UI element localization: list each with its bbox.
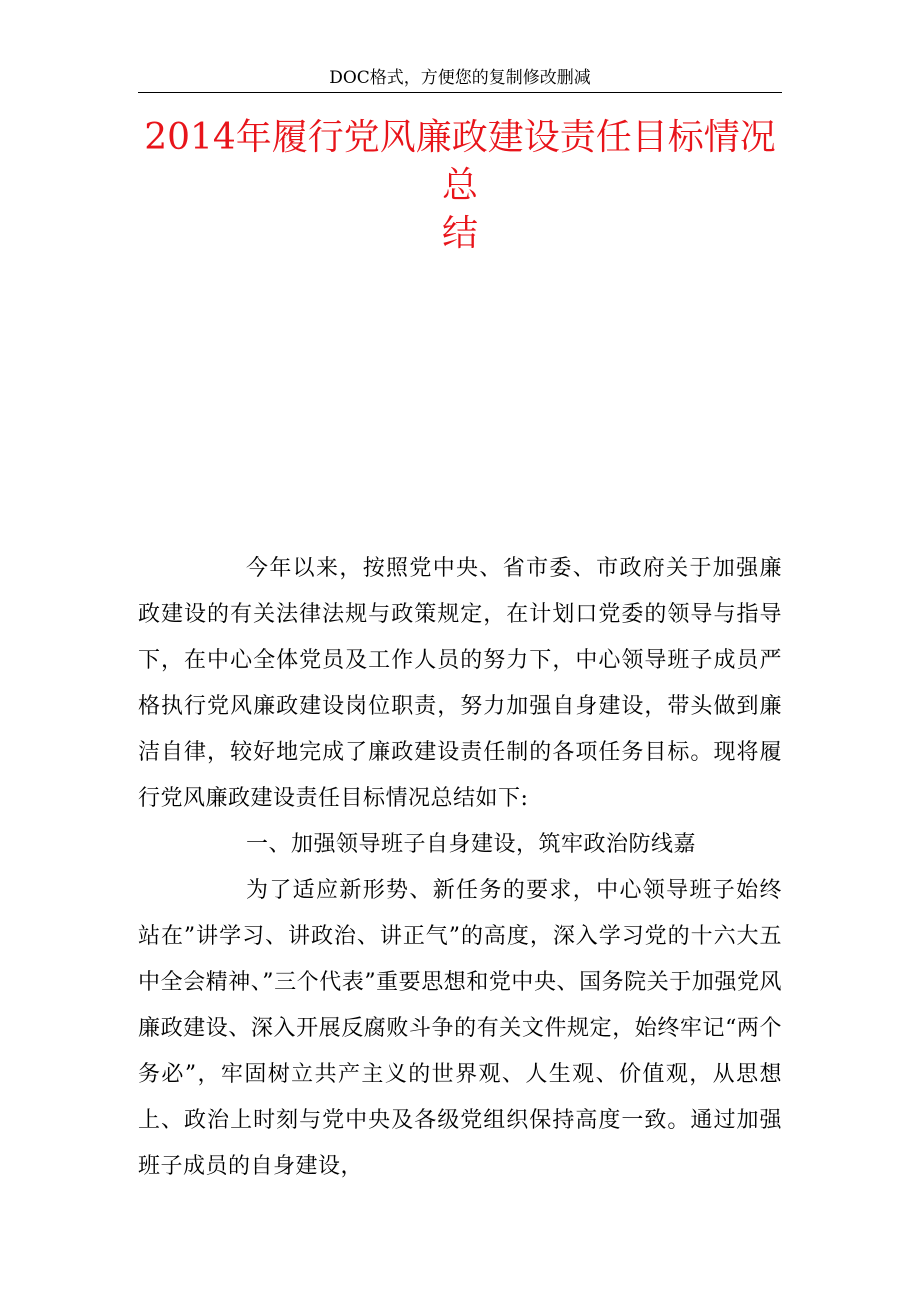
header-divider: [138, 92, 782, 93]
section-heading: 一、加强领导班子自身建设，筑牢政治防线嘉: [246, 832, 697, 857]
title-line-1: 2014年履行党风廉政建设责任目标情况总: [144, 117, 776, 206]
document-header: DOC格式，方便您的复制修改删减: [329, 68, 591, 88]
document-title: [138, 114, 782, 258]
document-body: [138, 546, 782, 1190]
intro-paragraph: 今年以来，按照党中央、省市委、市政府关于加强廉政建设的有关法律法规与政策规定，在计划口党委的领导与指导下，在中心全体党员及工作人员的努力下，中心领导班子成员严格执行党风廉政建设岗位职责，努力加强自身建设，带头做到廉洁自律，较好地完成了廉政建设责任制的各项任务目标。现将履行党风廉政建设责任目标情况总结如下:: [138, 556, 782, 811]
title-line-2: 结: [441, 213, 478, 254]
section-paragraph: 为了适应新形势、新任务的要求，中心领导班子始终站在”讲学习、讲政治、讲正气”的高度，深入学习党的十六大五中全会精神、”三个代表”重要思想和党中央、国务院关于加强党风廉政建设、深入开展反腐败斗争的有关文件规定，始终牢记“两个务必”，牢固树立共产主义的世界观、人生观、价值观，从思想上、政治上时刻与党中央及各级党组织保持高度一致。通过加强班子成员的自身建设，: [138, 878, 782, 1179]
